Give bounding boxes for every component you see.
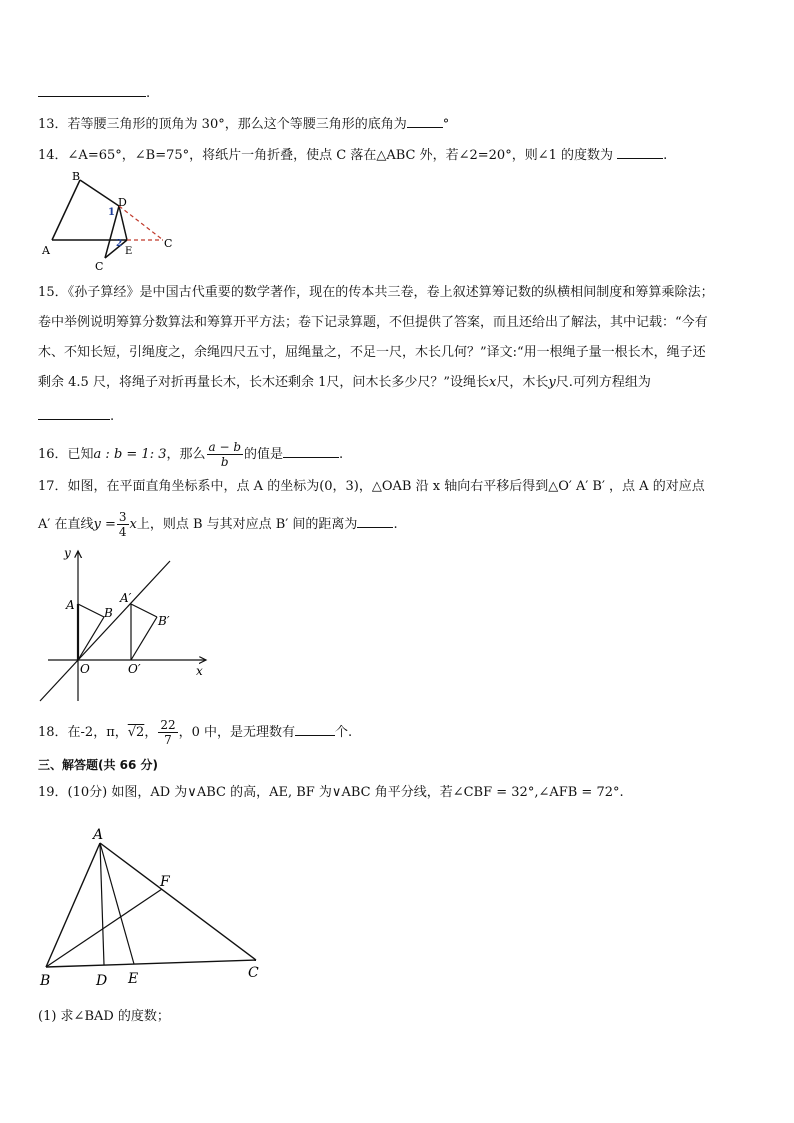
q16-frac-num: a − b [208,440,242,454]
question-15-line-1: 15．《孙子算经》是中国古代重要的数学著作，现在的传本共三卷，卷上叙述算筹记数的纵横相间制度和筹算乘除法； [38,285,714,300]
q15-var-x: x [489,375,497,390]
question-13 [38,113,449,135]
segment-A1B1 [131,604,157,617]
answer-blank-q14 [617,144,663,159]
q18-sqrt: √2 [127,725,145,740]
question-19-part-1: (1) 求∠BAD 的度数； [38,1009,170,1024]
segment-BO [78,617,104,660]
q18-fraction [158,718,177,747]
label-B: B [104,606,113,620]
answer-blank-q16 [283,443,339,458]
q12-end-mark: . [146,86,151,101]
q18-text-a: 18．在-2，π， [38,725,128,740]
q15-end-mark: . [110,409,115,424]
q15-line4-a: 剩余 4.5 尺，将绳子对折再量长木，长木还剩余 1尺，问木长多少尺？”设绳长 [38,375,489,390]
segment-AB [78,604,104,617]
label-F: F [160,874,170,890]
q18-frac-den: 7 [164,733,172,747]
label-E: E [128,971,139,987]
label-C: C [164,237,173,250]
q17-frac-num: 3 [118,510,127,524]
label-C-folded: C [95,260,104,272]
q16-prefix: 16．已知 [38,447,94,462]
label-B-prime: B′ [158,614,170,628]
q18-frac-num: 22 [160,718,176,732]
q13-suffix: ° [442,117,450,132]
answer-blank-q18 [295,721,335,736]
segment-AC [100,843,256,960]
label-A: A [42,244,50,257]
label-y: y [64,546,71,560]
q17-var-x: x [129,517,137,532]
label-x: x [196,664,203,678]
label-angle-1: 1 [108,207,115,218]
label-B: B [40,973,51,989]
q18-text-b: ，0 中，是无理数有 [178,725,296,740]
question-16 [38,440,343,470]
answer-blank-q17 [357,513,393,528]
q16-mid: ，那么 [166,447,206,462]
question-15-line-4 [38,373,651,393]
q15-var-y: y [548,375,556,390]
q16-fraction [207,440,244,469]
q17-end-mark: . [393,517,398,532]
label-E: E [125,246,133,257]
figure-q19 [38,823,270,993]
q16-end-mark: . [339,447,344,462]
segment-BC [46,960,256,967]
label-B: B [72,172,81,183]
q17-line2-b: 上，则点 B 与其对应点 B′ 间的距离为 [136,517,358,532]
label-D: D [96,973,108,989]
q15-line4-c: 尺.可列方程组为 [555,375,651,390]
question-15-answer-line [38,405,114,427]
q12-tail [38,82,150,104]
q17-eq: y = [93,517,116,532]
label-A: A [93,827,104,843]
section-title-3: 三、解答题(共 66 分) [38,758,159,772]
question-17-line-1: 17．如图，在平面直角坐标系中，点 A 的坐标为(0，3)，△OAB 沿 x 轴向右平移后得到△O′ A′ B′ ，点 A 的对应点 [38,479,705,494]
segment-AE [100,843,134,964]
q16-ratio: a : b = 1: 3 [93,447,167,462]
q13-text: 13．若等腰三角形的顶角为 30°，那么这个等腰三角形的底角为 [38,117,407,132]
label-D: D [118,196,127,209]
answer-blank-q12 [38,82,146,97]
answer-blank-q15 [38,405,110,420]
question-15-line-3: 木、不知长短，引绳度之，余绳四尺五寸，屈绳量之，不足一尺，木长几何？”译文:“用一根绳子量一根长木，绳子还 [38,345,706,360]
q14-end-mark: . [663,148,668,163]
q18-suffix: 个. [335,725,353,740]
q15-line4-b: 尺，木长 [496,375,549,390]
line-y-3-4x [40,561,170,701]
segment-AB [52,180,80,240]
q16-suffix: 的值是 [244,447,284,462]
q17-frac-den: 4 [118,525,127,539]
answer-blank-q13 [407,113,443,128]
question-17-line-2 [38,510,398,540]
label-O: O [80,662,90,676]
q18-sep: ， [144,725,158,740]
label-C: C [248,965,259,981]
question-14 [38,144,667,166]
label-A: A [66,598,75,612]
question-18 [38,718,352,748]
question-15-line-2: 卷中举例说明筹算分数算法和筹算开平方法；卷下记录算题，不但提供了答案，而且还给出了解法，其中记载：“今有 [38,315,708,330]
figure-q17 [34,545,214,707]
segment-BD [80,180,119,206]
q17-fraction [117,510,129,539]
q17-line2-a: A′ 在直线 [38,517,94,532]
segment-B1O1 [131,617,157,660]
q16-frac-den: b [220,455,229,469]
figure-q14 [40,172,180,272]
q14-text: 14．∠A=65°，∠B=75°，将纸片一角折叠，使点 C 落在△ABC 外，若∠2=20°，则∠1 的度数为 [38,148,614,163]
label-A-prime: A′ [120,591,132,605]
label-angle-2: 2 [116,239,123,249]
question-19: 19．(10分) 如图，AD 为∨ABC 的高，AE, BF 为∨ABC 角平分线，若∠CBF = 32°,∠AFB = 72°. [38,785,624,800]
segment-AD [100,843,104,965]
label-O-prime: O′ [128,662,141,676]
